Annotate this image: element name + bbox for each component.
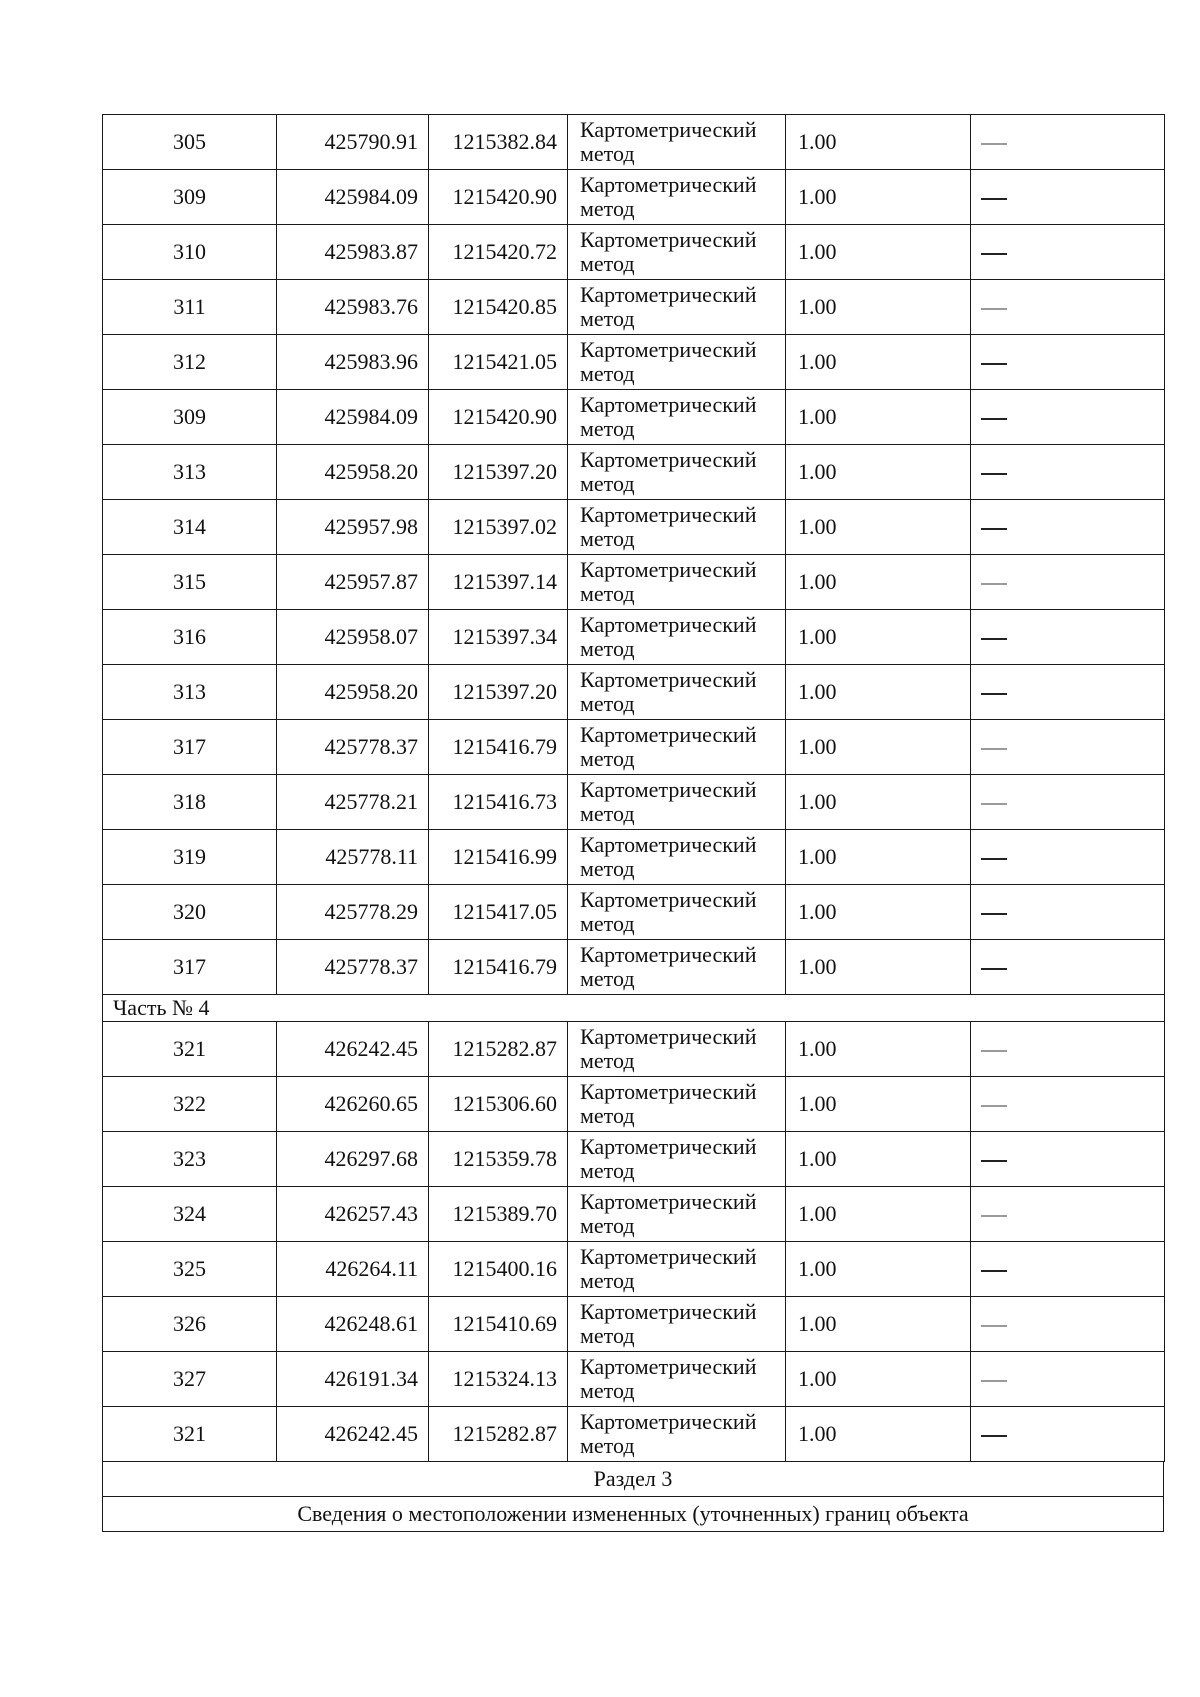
y-coordinate-cell: 1215397.20 [429,445,568,500]
table-row [103,335,1165,390]
x-coordinate-cell: 425983.76 [277,280,429,335]
method-cell [568,1297,786,1352]
point-number-cell: 316 [103,610,277,665]
method-line-1: Картометрический [580,502,757,527]
y-coordinate-cell: 1215397.14 [429,555,568,610]
method-line-2: метод [580,251,635,276]
accuracy-cell: 1.00 [786,115,971,170]
em-dash-mark [981,1105,1007,1107]
description-cell [971,1242,1165,1297]
method-line-1: Картометрический [580,447,757,472]
em-dash-mark [981,1380,1007,1382]
table-row [103,665,1165,720]
method-cell [568,1187,786,1242]
description-cell [971,885,1165,940]
method-line-1: Картометрический [580,1079,757,1104]
table-row [103,775,1165,830]
em-dash-mark [981,1215,1007,1217]
method-line-1: Картометрический [580,227,757,252]
table-row [103,1187,1165,1242]
em-dash-mark [981,418,1007,420]
method-cell [568,830,786,885]
y-coordinate-cell: 1215416.99 [429,830,568,885]
point-number-cell: 313 [103,665,277,720]
description-cell [971,335,1165,390]
x-coordinate-cell: 426297.68 [277,1132,429,1187]
accuracy-cell: 1.00 [786,885,971,940]
y-coordinate-cell: 1215420.85 [429,280,568,335]
description-cell [971,390,1165,445]
y-coordinate-cell: 1215421.05 [429,335,568,390]
method-cell [568,1242,786,1297]
em-dash-mark [981,363,1007,365]
table-row [103,555,1165,610]
em-dash-mark [981,748,1007,750]
method-line-2: метод [580,1323,635,1348]
em-dash-mark [981,1435,1007,1437]
method-cell [568,1132,786,1187]
x-coordinate-cell: 425984.09 [277,170,429,225]
description-cell [971,1187,1165,1242]
method-line-2: метод [580,1268,635,1293]
em-dash-mark [981,308,1007,310]
em-dash-mark [981,1050,1007,1052]
x-coordinate-cell: 426242.45 [277,1407,429,1462]
accuracy-cell: 1.00 [786,170,971,225]
document-page [102,114,1164,1532]
x-coordinate-cell: 425957.98 [277,500,429,555]
method-line-1: Картометрический [580,172,757,197]
x-coordinate-cell: 425958.20 [277,665,429,720]
accuracy-cell: 1.00 [786,335,971,390]
y-coordinate-cell: 1215420.90 [429,170,568,225]
y-coordinate-cell: 1215397.02 [429,500,568,555]
method-cell [568,885,786,940]
table-row [103,1077,1165,1132]
x-coordinate-cell: 425790.91 [277,115,429,170]
point-number-cell: 321 [103,1022,277,1077]
em-dash-mark [981,528,1007,530]
accuracy-cell: 1.00 [786,940,971,995]
method-line-2: метод [580,1048,635,1073]
description-cell [971,665,1165,720]
x-coordinate-cell: 425778.29 [277,885,429,940]
y-coordinate-cell: 1215416.79 [429,720,568,775]
table-row [103,1297,1165,1352]
description-cell [971,1132,1165,1187]
em-dash-mark [981,198,1007,200]
method-line-2: метод [580,1378,635,1403]
method-line-2: метод [580,1158,635,1183]
em-dash-mark [981,143,1007,145]
em-dash-mark [981,1160,1007,1162]
x-coordinate-cell: 426248.61 [277,1297,429,1352]
method-line-1: Картометрический [580,1134,757,1159]
description-cell [971,500,1165,555]
y-coordinate-cell: 1215416.73 [429,775,568,830]
description-cell [971,445,1165,500]
method-line-2: метод [580,141,635,166]
point-number-cell: 325 [103,1242,277,1297]
x-coordinate-cell: 425778.21 [277,775,429,830]
table-row [103,1022,1165,1077]
method-cell [568,445,786,500]
y-coordinate-cell: 1215324.13 [429,1352,568,1407]
method-line-1: Картометрический [580,887,757,912]
table-row [103,1242,1165,1297]
accuracy-cell: 1.00 [786,1297,971,1352]
description-cell [971,115,1165,170]
point-number-cell: 319 [103,830,277,885]
y-coordinate-cell: 1215417.05 [429,885,568,940]
point-number-cell: 310 [103,225,277,280]
method-line-2: метод [580,966,635,991]
method-cell [568,665,786,720]
method-cell [568,335,786,390]
method-cell [568,555,786,610]
y-coordinate-cell: 1215282.87 [429,1407,568,1462]
x-coordinate-cell: 425957.87 [277,555,429,610]
table-row [103,885,1165,940]
method-line-2: метод [580,636,635,661]
method-line-2: метод [580,196,635,221]
accuracy-cell: 1.00 [786,1352,971,1407]
table-row [103,280,1165,335]
y-coordinate-cell: 1215389.70 [429,1187,568,1242]
point-number-cell: 313 [103,445,277,500]
point-number-cell: 305 [103,115,277,170]
x-coordinate-cell: 425778.37 [277,720,429,775]
description-cell [971,1407,1165,1462]
method-line-2: метод [580,746,635,771]
point-number-cell: 312 [103,335,277,390]
y-coordinate-cell: 1215397.20 [429,665,568,720]
accuracy-cell: 1.00 [786,1187,971,1242]
x-coordinate-cell: 425984.09 [277,390,429,445]
y-coordinate-cell: 1215306.60 [429,1077,568,1132]
table-row [103,170,1165,225]
point-number-cell: 327 [103,1352,277,1407]
method-cell [568,1077,786,1132]
point-number-cell: 320 [103,885,277,940]
method-line-1: Картометрический [580,392,757,417]
x-coordinate-cell: 425958.07 [277,610,429,665]
em-dash-mark [981,638,1007,640]
method-cell [568,1352,786,1407]
section-footer-table [102,1462,1164,1532]
accuracy-cell: 1.00 [786,555,971,610]
method-line-1: Картометрический [580,1189,757,1214]
accuracy-cell: 1.00 [786,500,971,555]
y-coordinate-cell: 1215410.69 [429,1297,568,1352]
description-cell [971,940,1165,995]
method-line-2: метод [580,581,635,606]
description-cell [971,830,1165,885]
y-coordinate-cell: 1215359.78 [429,1132,568,1187]
x-coordinate-cell: 426257.43 [277,1187,429,1242]
accuracy-cell: 1.00 [786,720,971,775]
method-line-2: метод [580,471,635,496]
accuracy-cell: 1.00 [786,390,971,445]
point-number-cell: 315 [103,555,277,610]
y-coordinate-cell: 1215382.84 [429,115,568,170]
method-line-1: Картометрический [580,282,757,307]
table-row [103,390,1165,445]
section-title-row [103,1497,1164,1532]
x-coordinate-cell: 426264.11 [277,1242,429,1297]
method-line-1: Картометрический [580,337,757,362]
method-line-2: метод [580,691,635,716]
table-row [103,830,1165,885]
accuracy-cell: 1.00 [786,445,971,500]
em-dash-mark [981,968,1007,970]
method-line-2: метод [580,801,635,826]
accuracy-cell: 1.00 [786,1132,971,1187]
accuracy-cell: 1.00 [786,830,971,885]
point-number-cell: 314 [103,500,277,555]
x-coordinate-cell: 426260.65 [277,1077,429,1132]
description-cell [971,555,1165,610]
method-line-2: метод [580,361,635,386]
y-coordinate-cell: 1215400.16 [429,1242,568,1297]
description-cell [971,1077,1165,1132]
y-coordinate-cell: 1215397.34 [429,610,568,665]
method-cell [568,720,786,775]
accuracy-cell: 1.00 [786,665,971,720]
table-row [103,610,1165,665]
table-row [103,1407,1165,1462]
part-header-row [103,995,1165,1022]
method-line-2: метод [580,1433,635,1458]
accuracy-cell: 1.00 [786,1077,971,1132]
section-label-row [103,1462,1164,1497]
em-dash-mark [981,1325,1007,1327]
method-line-2: метод [580,911,635,936]
method-line-2: метод [580,416,635,441]
y-coordinate-cell: 1215416.79 [429,940,568,995]
coordinates-table-body [103,115,1165,1462]
description-cell [971,225,1165,280]
point-number-cell: 309 [103,390,277,445]
method-line-2: метод [580,526,635,551]
em-dash-mark [981,583,1007,585]
em-dash-mark [981,693,1007,695]
x-coordinate-cell: 425778.11 [277,830,429,885]
accuracy-cell: 1.00 [786,1022,971,1077]
method-line-2: метод [580,856,635,881]
coordinates-table [102,114,1165,1462]
description-cell [971,1022,1165,1077]
method-cell [568,940,786,995]
description-cell [971,720,1165,775]
method-line-1: Картометрический [580,1244,757,1269]
point-number-cell: 322 [103,1077,277,1132]
point-number-cell: 317 [103,720,277,775]
y-coordinate-cell: 1215420.72 [429,225,568,280]
method-line-2: метод [580,1213,635,1238]
table-row [103,500,1165,555]
method-line-1: Картометрический [580,612,757,637]
point-number-cell: 323 [103,1132,277,1187]
method-cell [568,1022,786,1077]
method-cell [568,225,786,280]
description-cell [971,775,1165,830]
x-coordinate-cell: 426191.34 [277,1352,429,1407]
section-label: Раздел 3 [103,1462,1164,1497]
method-line-1: Картометрический [580,557,757,582]
x-coordinate-cell: 425983.96 [277,335,429,390]
y-coordinate-cell: 1215420.90 [429,390,568,445]
method-line-1: Картометрический [580,1024,757,1049]
method-cell [568,170,786,225]
point-number-cell: 311 [103,280,277,335]
method-cell [568,1407,786,1462]
em-dash-mark [981,858,1007,860]
method-line-1: Картометрический [580,777,757,802]
method-cell [568,390,786,445]
method-cell [568,115,786,170]
part-label: Часть № 4 [103,995,1165,1022]
table-row [103,720,1165,775]
point-number-cell: 317 [103,940,277,995]
em-dash-mark [981,1270,1007,1272]
method-line-1: Картометрический [580,1354,757,1379]
method-cell [568,775,786,830]
table-row [103,445,1165,500]
em-dash-mark [981,253,1007,255]
x-coordinate-cell: 426242.45 [277,1022,429,1077]
description-cell [971,1352,1165,1407]
table-row [103,940,1165,995]
description-cell [971,280,1165,335]
em-dash-mark [981,913,1007,915]
description-cell [971,610,1165,665]
point-number-cell: 326 [103,1297,277,1352]
point-number-cell: 318 [103,775,277,830]
method-line-1: Картометрический [580,832,757,857]
x-coordinate-cell: 425983.87 [277,225,429,280]
accuracy-cell: 1.00 [786,610,971,665]
table-row [103,225,1165,280]
x-coordinate-cell: 425778.37 [277,940,429,995]
accuracy-cell: 1.00 [786,1407,971,1462]
point-number-cell: 324 [103,1187,277,1242]
method-line-1: Картометрический [580,1409,757,1434]
table-row [103,115,1165,170]
description-cell [971,1297,1165,1352]
method-cell [568,280,786,335]
accuracy-cell: 1.00 [786,280,971,335]
x-coordinate-cell: 425958.20 [277,445,429,500]
method-line-1: Картометрический [580,117,757,142]
method-line-1: Картометрический [580,942,757,967]
accuracy-cell: 1.00 [786,775,971,830]
point-number-cell: 309 [103,170,277,225]
point-number-cell: 321 [103,1407,277,1462]
accuracy-cell: 1.00 [786,225,971,280]
method-line-1: Картометрический [580,722,757,747]
description-cell [971,170,1165,225]
table-row [103,1132,1165,1187]
section-title: Сведения о местоположении измененных (уточненных) границ объекта [103,1497,1164,1532]
method-line-1: Картометрический [580,667,757,692]
method-line-2: метод [580,306,635,331]
accuracy-cell: 1.00 [786,1242,971,1297]
method-line-2: метод [580,1103,635,1128]
method-line-1: Картометрический [580,1299,757,1324]
method-cell [568,500,786,555]
method-cell [568,610,786,665]
table-row [103,1352,1165,1407]
em-dash-mark [981,473,1007,475]
em-dash-mark [981,803,1007,805]
y-coordinate-cell: 1215282.87 [429,1022,568,1077]
